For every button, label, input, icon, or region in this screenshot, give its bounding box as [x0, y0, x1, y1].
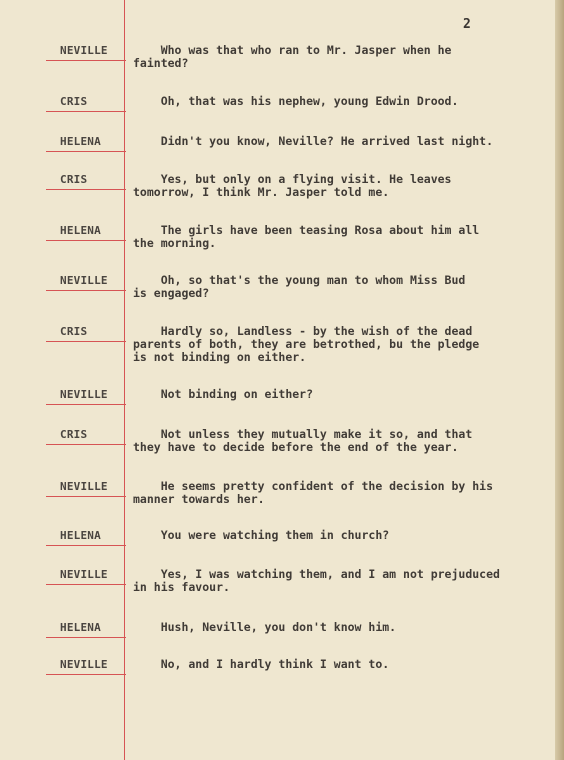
cue-underline [46, 290, 126, 291]
page-binding-edge [555, 0, 564, 760]
cue-underline [46, 111, 126, 112]
dialogue-line: Hardly so, Landless - by the wish of the dead parents of both, they are betrothed, bu the pledge is not binding on either. [133, 324, 480, 364]
dialogue-line: Oh, that was his nephew, young Edwin Drood. [133, 94, 459, 108]
dialogue-line: Oh, so that's the young man to whom Miss Bud is engaged? [133, 273, 466, 300]
cue-underline [46, 674, 126, 675]
dialogue-line: Didn't you know, Neville? He arrived last night. [133, 134, 494, 148]
dialogue-line: No, and I hardly think I want to. [133, 657, 390, 671]
cue-underline [46, 151, 126, 152]
dialogue-line: Not binding on either? [133, 387, 314, 401]
speaker-cue: HELENA [60, 135, 101, 148]
speaker-cue: CRIS [60, 428, 88, 441]
dialogue-line: Not unless they mutually make it so, and that they have to decide before the end of the year. [133, 427, 473, 454]
dialogue-line: Yes, I was watching them, and I am not prejuduced in his favour. [133, 567, 500, 594]
margin-rule [124, 0, 125, 760]
dialogue-line: He seems pretty confident of the decision by his manner towards her. [133, 479, 494, 506]
page-number: 2 [463, 17, 471, 32]
dialogue-line: Who was that who ran to Mr. Jasper when he fainted? [133, 43, 452, 70]
dialogue-line: You were watching them in church? [133, 528, 390, 542]
speaker-cue: NEVILLE [60, 658, 108, 671]
speaker-cue: NEVILLE [60, 568, 108, 581]
speaker-cue: HELENA [60, 224, 101, 237]
cue-underline [46, 444, 126, 445]
cue-underline [46, 637, 126, 638]
cue-underline [46, 60, 126, 61]
speaker-cue: NEVILLE [60, 274, 108, 287]
speaker-cue: HELENA [60, 621, 101, 634]
cue-underline [46, 341, 126, 342]
dialogue-line: Hush, Neville, you don't know him. [133, 620, 397, 634]
dialogue-line: The girls have been teasing Rosa about him all the morning. [133, 223, 480, 250]
speaker-cue: CRIS [60, 95, 88, 108]
cue-underline [46, 584, 126, 585]
dialogue-line: Yes, but only on a flying visit. He leaves tomorrow, I think Mr. Jasper told me. [133, 172, 452, 199]
cue-underline [46, 189, 126, 190]
speaker-cue: HELENA [60, 529, 101, 542]
speaker-cue: CRIS [60, 173, 88, 186]
speaker-cue: NEVILLE [60, 480, 108, 493]
cue-underline [46, 240, 126, 241]
speaker-cue: NEVILLE [60, 44, 108, 57]
cue-underline [46, 404, 126, 405]
cue-underline [46, 545, 126, 546]
cue-underline [46, 496, 126, 497]
speaker-cue: NEVILLE [60, 388, 108, 401]
speaker-cue: CRIS [60, 325, 88, 338]
